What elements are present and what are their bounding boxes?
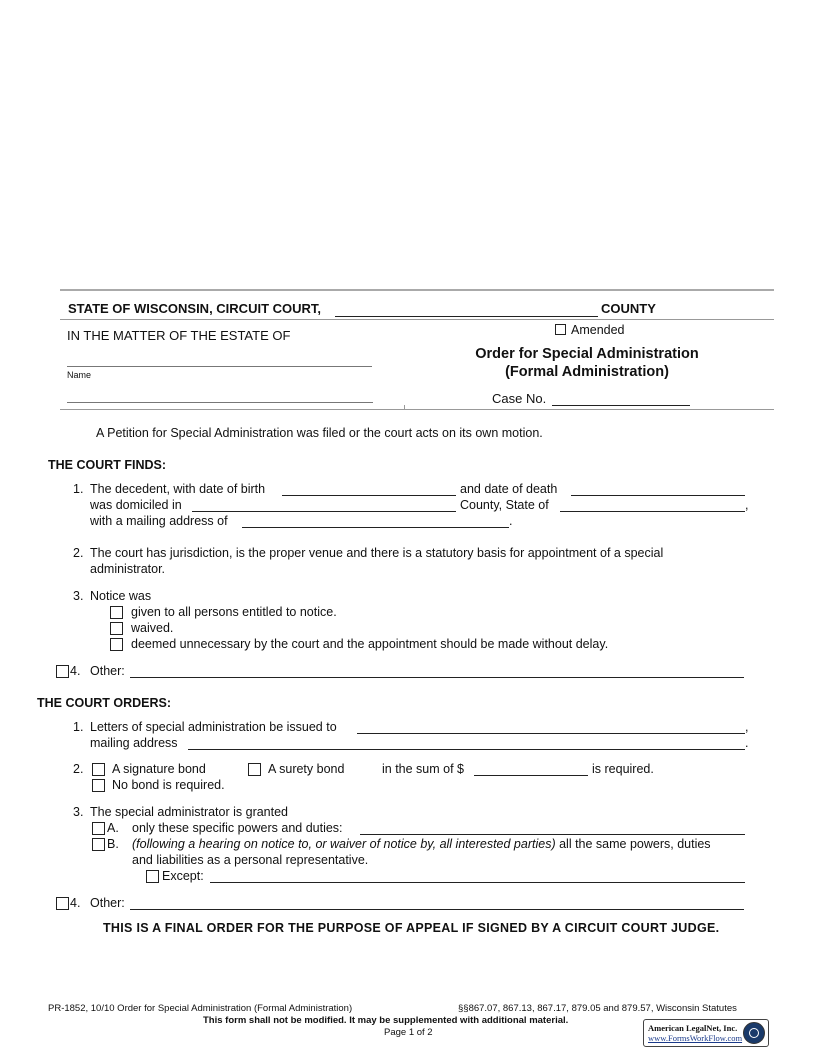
signature-bond-checkbox[interactable] <box>92 763 105 776</box>
option-b-italic: (following a hearing on notice to, or waiver of notice by, all interested parties) <box>132 837 556 851</box>
option-b-checkbox[interactable] <box>92 838 105 851</box>
signature-bond-label: A signature bond <box>112 762 206 776</box>
notice-waived-checkbox[interactable] <box>110 622 123 635</box>
order-1-comma: , <box>745 720 749 734</box>
name-caption: Name <box>67 370 92 380</box>
order-1-address-field[interactable] <box>188 749 745 750</box>
finding-4-other-field[interactable] <box>130 677 744 678</box>
option-a-letter: A. <box>107 821 119 835</box>
logo-website: www.FormsWorkFlow.com <box>648 1033 743 1043</box>
specific-powers-field[interactable] <box>360 834 745 835</box>
order-4-checkbox[interactable] <box>56 897 69 910</box>
amended-label: Amended <box>571 323 625 337</box>
finding-4-number: 4. <box>70 664 81 678</box>
notice-waived-label: waived. <box>131 621 174 635</box>
option-a-checkbox[interactable] <box>92 822 105 835</box>
county-label: COUNTY <box>601 301 656 316</box>
finding-3-number: 3. <box>73 589 84 603</box>
notice-given-label: given to all persons entitled to notice. <box>131 605 337 619</box>
order-4-number: 4. <box>70 896 81 910</box>
state-court-label: STATE OF WISCONSIN, CIRCUIT COURT, <box>68 301 322 316</box>
order-2-number: 2. <box>73 762 84 776</box>
estate-name-field-2[interactable] <box>67 402 373 403</box>
amended-checkbox[interactable] <box>555 324 566 335</box>
notice-unnecessary-label: deemed unnecessary by the court and the appointment should be made without delay. <box>131 637 609 651</box>
county-name-field[interactable] <box>335 316 598 317</box>
finding-1-dod-label: and date of death <box>460 482 558 496</box>
finding-1-domicile-label: was domiciled in <box>90 498 182 512</box>
finding-1-state-label: County, State of <box>460 498 549 512</box>
form-identifier: PR-1852, 10/10 Order for Special Administration (Formal Administration) <box>48 1003 353 1014</box>
order-1-number: 1. <box>73 720 84 734</box>
finding-1-number: 1. <box>73 482 84 496</box>
order-4-other-field[interactable] <box>130 909 744 910</box>
date-of-birth-field[interactable] <box>282 495 456 496</box>
statutes-reference: §§867.07, 867.13, 867.17, 879.05 and 879.57, Wisconsin Statutes <box>458 1003 737 1014</box>
except-checkbox[interactable] <box>146 870 159 883</box>
bond-amount-field[interactable] <box>474 775 588 776</box>
logo-company-name: American LegalNet, Inc. <box>648 1023 738 1033</box>
legalnet-logo <box>643 1019 769 1047</box>
no-bond-label: No bond is required. <box>112 778 225 792</box>
page-number: Page 1 of 2 <box>384 1027 433 1038</box>
estate-matter-label: IN THE MATTER OF THE ESTATE OF <box>67 328 291 343</box>
surety-bond-checkbox[interactable] <box>248 763 261 776</box>
option-b-line2: and liabilities as a personal representative. <box>132 853 369 867</box>
domicile-county-field[interactable] <box>192 511 456 512</box>
option-a-text: only these specific powers and duties: <box>132 821 343 835</box>
date-of-death-field[interactable] <box>571 495 745 496</box>
order-3-number: 3. <box>73 805 84 819</box>
header-divider <box>404 405 405 410</box>
finding-3-label: Notice was <box>90 589 152 603</box>
estate-name-field[interactable] <box>67 366 372 367</box>
except-label: Except: <box>162 869 204 883</box>
case-no-field[interactable] <box>552 405 690 406</box>
finding-2-line2: administrator. <box>90 562 166 576</box>
bond-required-label: is required. <box>592 762 654 776</box>
letters-issued-to-field[interactable] <box>357 733 745 734</box>
finding-4-checkbox[interactable] <box>56 665 69 678</box>
option-b-text <box>132 837 711 851</box>
finding-1-comma: , <box>745 498 749 512</box>
finding-4-label: Other: <box>90 664 125 678</box>
header-mid-rule <box>60 319 774 320</box>
except-field[interactable] <box>210 882 745 883</box>
header-top-rule <box>60 289 774 291</box>
order-1-label: Letters of special administration be issued to <box>90 720 337 734</box>
option-b-rest: all the same powers, duties <box>559 837 711 851</box>
order-1-period: . <box>745 736 749 750</box>
orders-heading: THE COURT ORDERS: <box>37 696 172 710</box>
modification-notice: This form shall not be modified. It may be supplemented with additional material. <box>203 1015 569 1026</box>
finding-1-dob-label: The decedent, with date of birth <box>90 482 266 496</box>
globe-icon <box>743 1022 765 1044</box>
notice-unnecessary-checkbox[interactable] <box>110 638 123 651</box>
notice-given-checkbox[interactable] <box>110 606 123 619</box>
option-b-letter: B. <box>107 837 119 851</box>
case-no-label: Case No. <box>492 391 547 406</box>
form-title-line1: Order for Special Administration <box>475 346 699 362</box>
no-bond-checkbox[interactable] <box>92 779 105 792</box>
finding-1-period: . <box>509 514 513 528</box>
order-4-label: Other: <box>90 896 125 910</box>
finding-2-line1: The court has jurisdiction, is the proper venue and there is a statutory basis for appointment of a special <box>90 546 664 560</box>
order-1-address-label: mailing address <box>90 736 178 750</box>
mailing-address-field[interactable] <box>242 527 509 528</box>
form-title-line2: (Formal Administration) <box>505 364 669 380</box>
findings-heading: THE COURT FINDS: <box>48 458 167 472</box>
surety-bond-label: A surety bond <box>268 762 345 776</box>
header-bottom-rule <box>60 409 774 410</box>
final-order-notice: THIS IS A FINAL ORDER FOR THE PURPOSE OF APPEAL IF SIGNED BY A CIRCUIT COURT JUDGE. <box>103 921 720 935</box>
finding-1-address-label: with a mailing address of <box>90 514 228 528</box>
domicile-state-field[interactable] <box>560 511 745 512</box>
intro-text: A Petition for Special Administration was filed or the court acts on its own motion. <box>96 426 543 440</box>
bond-sum-label: in the sum of $ <box>382 762 464 776</box>
finding-2-number: 2. <box>73 546 84 560</box>
order-3-label: The special administrator is granted <box>90 805 289 819</box>
